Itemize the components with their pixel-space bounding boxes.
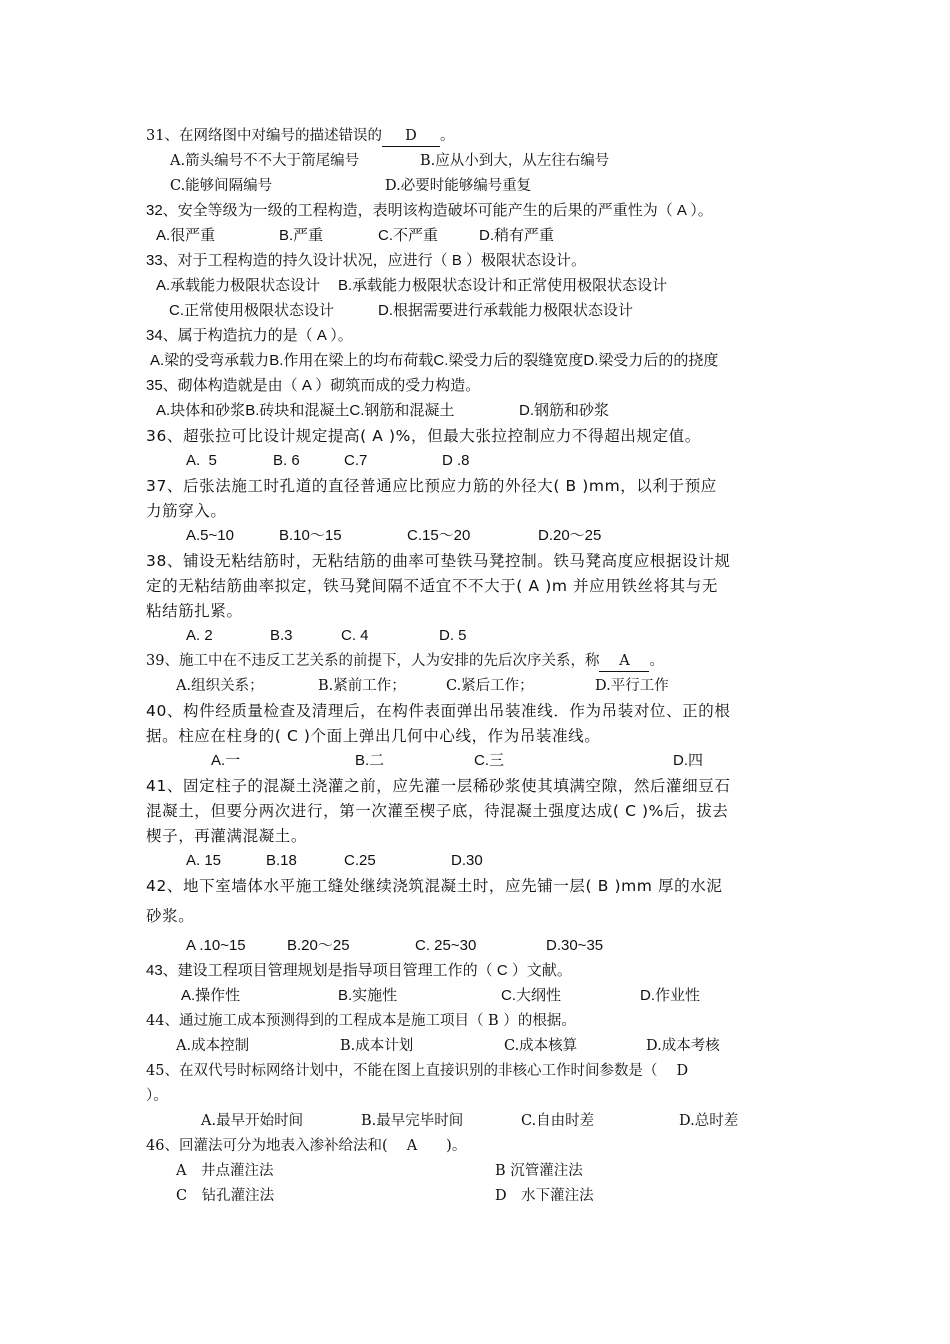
question-31-option-d: D.必要时能够编号重复	[385, 178, 532, 194]
question-42-stem-line2: 砂浆。	[146, 907, 195, 925]
question-45-option-d: D.总时差	[679, 1113, 739, 1129]
question-35-option-c: C.钢筋和混凝土	[349, 402, 455, 419]
question-35-option-d: D.钢筋和砂浆	[519, 402, 610, 419]
question-44-option-d: D.成本考核	[646, 1038, 720, 1054]
question-42-option-a: A .10~15	[186, 937, 246, 954]
question-36-option-c: C.7	[344, 452, 368, 469]
question-42-stem-line1: 42、地下室墙体水平施工缝处继续浇筑混凝土时，应先铺一层( B )mm 厚的水泥	[146, 877, 723, 895]
question-37-option-c: C.15～20	[407, 527, 471, 544]
question-36-option-a: A. 5	[186, 452, 217, 469]
question-43-stem: 43、建设工程项目管理规划是指导项目管理工作的（ C ）文献。	[146, 962, 572, 979]
question-41-option-b: B.18	[266, 852, 297, 869]
question-37-stem-line1: 37、后张法施工时孔道的直径普通应比预应力筋的外径大( B )mm，以利于预应	[146, 477, 717, 495]
question-34-option-b: B.作用在梁上的均布荷载	[269, 352, 434, 369]
question-38-option-b: B.3	[270, 627, 293, 644]
question-41-option-d: D.30	[451, 852, 483, 869]
question-32-option-c: C.不严重	[378, 227, 439, 244]
question-40-option-a: A.一	[211, 752, 241, 769]
question-39-option-d: D.平行工作	[595, 678, 669, 694]
question-46-option-d: D 水下灌注法	[495, 1188, 594, 1204]
question-34-options	[150, 351, 718, 371]
question-36-option-d: D .8	[442, 452, 470, 469]
question-38-option-c: C. 4	[341, 627, 369, 644]
question-31-option-a: A.箭头编号不不大于箭尾编号	[170, 153, 360, 169]
question-45-option-a: A.最早开始时间	[201, 1113, 304, 1129]
question-42-option-c: C. 25~30	[415, 937, 477, 954]
question-34-option-c: C.梁受力后的裂缝宽度	[433, 352, 584, 369]
question-37-stem-line2: 力筋穿入。	[146, 502, 227, 520]
question-38-option-d: D. 5	[439, 627, 467, 644]
question-40-option-b: B.二	[355, 752, 385, 769]
question-38-stem-line1: 38、铺设无粘结筋时，无粘结筋的曲率可垫铁马凳控制。铁马凳高度应根据设计规	[146, 552, 731, 570]
question-45-stem-line1: 45、在双代号时标网络计划中，不能在图上直接识别的非核心工作时间参数是（ D	[146, 1063, 689, 1079]
question-31-stem: 31、在网络图中对编号的描述错误的 D 。	[146, 126, 454, 147]
question-44-option-b: B.成本计划	[340, 1038, 414, 1054]
question-40-option-d: D.四	[673, 752, 704, 769]
question-32-option-a: A.很严重	[156, 227, 216, 244]
question-41-stem-line1: 41、固定柱子的混凝土浇灌之前，应先灌一层稀砂浆使其填满空隙，然后灌细豆石	[146, 777, 731, 795]
question-32-option-d: D.稍有严重	[479, 227, 555, 244]
question-32-stem: 32、安全等级为一级的工程构造，表明该构造破坏可能产生的后果的严重性为（ A ）。	[146, 202, 713, 219]
question-41-option-a: A. 15	[186, 852, 222, 869]
question-46-option-c: C 钻孔灌注法	[176, 1188, 275, 1204]
question-34-stem: 34、属于构造抗力的是（ A ）。	[146, 327, 353, 344]
question-42-option-b: B.20～25	[287, 937, 350, 954]
question-45-option-c: C.自由时差	[521, 1113, 595, 1129]
question-46-option-a: A 井点灌注法	[176, 1163, 274, 1179]
question-36-stem: 36、超张拉可比设计规定提高( A )%，但最大张拉控制应力不得超出规定值。	[146, 427, 701, 445]
question-33-option-a: A.承载能力极限状态设计	[156, 277, 321, 294]
question-45-option-b: B.最早完毕时间	[361, 1113, 464, 1129]
question-43-option-b: B.实施性	[338, 987, 398, 1004]
answer-blank: D	[382, 126, 440, 147]
question-41-option-c: C.25	[344, 852, 376, 869]
question-46-stem: 46、回灌法可分为地表入渗补给法和( A )。	[146, 1138, 467, 1154]
question-37-option-b: B.10～15	[279, 527, 342, 544]
question-46-option-b: B 沉管灌注法	[495, 1163, 583, 1179]
question-35-stem: 35、砌体构造就是由（ A ）砌筑而成的受力构造。	[146, 377, 481, 394]
question-34-option-d: D.梁受力后的的挠度	[583, 352, 719, 369]
question-33-option-c: C.正常使用极限状态设计	[169, 302, 335, 319]
question-31-option-c: C.能够间隔编号	[170, 178, 273, 194]
question-42-option-d: D.30~35	[546, 937, 604, 954]
question-39-stem: 39、施工中在不违反工艺关系的前提下，人为安排的先后次序关系，称 A 。	[146, 651, 664, 672]
question-44-stem: 44、通过施工成本预测得到的工程成本是施工项目（ B ）的根据。	[146, 1013, 576, 1029]
question-43-option-a: A.操作性	[181, 987, 241, 1004]
question-32-option-b: B.严重	[279, 227, 324, 244]
question-34-option-a: A.梁的受弯承载力	[150, 352, 270, 369]
question-40-stem-line2: 据。柱应在柱身的( C )个面上弹出几何中心线，作为吊装准线。	[146, 727, 601, 745]
question-39-option-c: C.紧后工作；	[446, 678, 534, 694]
question-31-option-b: B.应从小到大，从左往右编号	[420, 153, 610, 169]
question-33-stem: 33、对于工程构造的持久设计状况，应进行（ B ）极限状态设计。	[146, 252, 587, 269]
question-43-option-c: C.大纲性	[501, 987, 562, 1004]
question-45-stem-line2: ）。	[146, 1088, 168, 1104]
question-39-option-a: A.组织关系；	[176, 678, 264, 694]
question-37-option-a: A.5~10	[186, 527, 234, 544]
question-33-option-d: D.根据需要进行承载能力极限状态设计	[378, 302, 634, 319]
question-36-option-b: B. 6	[273, 452, 300, 469]
question-38-option-a: A. 2	[186, 627, 213, 644]
question-37-option-d: D.20～25	[538, 527, 602, 544]
question-44-option-c: C.成本核算	[504, 1038, 578, 1054]
question-44-option-a: A.成本控制	[176, 1038, 250, 1054]
question-41-stem-line3: 楔子，再灌满混凝土。	[146, 827, 308, 845]
question-38-stem-line2: 定的无粘结筋曲率拟定，铁马凳间隔不适宜不不大于( A )m 并应用铁丝将其与无	[146, 577, 718, 595]
question-35-option-b: B.砖块和混凝土	[245, 402, 350, 419]
question-35-option-a: A.块体和砂浆	[156, 402, 246, 419]
question-35-options	[156, 401, 454, 421]
answer-blank: A	[599, 651, 649, 672]
question-40-stem-line1: 40、构件经质量检查及清理后，在构件表面弹出吊装准线．作为吊装对位、正的根	[146, 702, 731, 720]
question-40-option-c: C.三	[474, 752, 505, 769]
question-43-option-d: D.作业性	[640, 987, 701, 1004]
question-33-option-b: B.承载能力极限状态设计和正常使用极限状态设计	[338, 277, 668, 294]
question-39-option-b: B.紧前工作；	[318, 678, 406, 694]
question-38-stem-line3: 粘结筋扎紧。	[146, 602, 243, 620]
question-41-stem-line2: 混凝土，但要分两次进行，第一次灌至楔子底，待混凝土强度达成( C )%后，拔去	[146, 802, 729, 820]
